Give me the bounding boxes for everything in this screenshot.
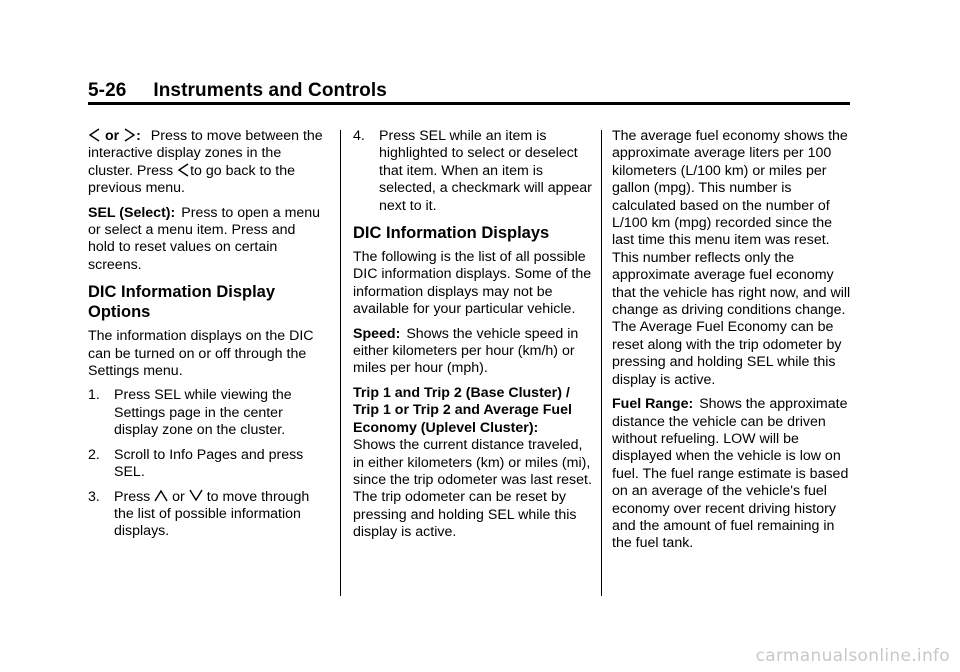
column-1 (88, 128, 326, 548)
fuel-range-text: Shows the approximate distance the vehicle can be driven without refueling. LOW will be displayed when the vehicle is low on fuel. The fuel range estimate is based on an average of the vehicle's fuel economy over recent driving history and the amount of fuel remaining in the fuel tank. (612, 396, 849, 552)
options-intro: The information displays on the DIC can be turned on or off through the Settings menu. (88, 328, 314, 380)
chevron-left-icon (177, 163, 190, 177)
section-heading-options: DIC Information Display Options (88, 283, 276, 322)
step-text: or (172, 488, 185, 505)
watermark: carmanualsonline.info (755, 646, 950, 666)
step-text: Press SEL while an item is highlighted to select or deselect that item. When an item is selected, a checkmark will appear next to it. (379, 128, 592, 214)
step-number: 4. (353, 128, 365, 144)
section-heading-displays: DIC Information Displays (353, 224, 550, 243)
chevron-down-icon (189, 489, 203, 502)
step-text: Press SEL while viewing the Settings page in the center display zone on the cluster. (114, 387, 292, 439)
list-item (88, 489, 326, 541)
column-divider (601, 130, 602, 596)
step-text: Press (114, 488, 151, 505)
trip-text: Shows the current distance traveled, in either kilometers (km) or miles (mi), since the trip odometer was last reset. The trip odometer can be reset by pressing and holding SEL while this display is active. (353, 437, 592, 541)
sel-term: SEL (Select): (88, 204, 176, 221)
speed-paragraph (353, 326, 593, 378)
or-text: or (104, 128, 120, 144)
step-text: to move through the list of possible information displays. (114, 488, 310, 540)
step-number: 3. (88, 488, 100, 505)
column-2 (353, 128, 593, 549)
speed-term: Speed: (353, 325, 401, 342)
step-text: Scroll to Info Pages and press SEL. (114, 446, 304, 481)
sel-text: Press to open a menu or select a menu item. Press and hold to reset values on certain screens. (88, 204, 321, 273)
chevron-up-icon (154, 489, 168, 502)
colon-text: : (136, 128, 141, 144)
list-item (353, 128, 593, 215)
trip-term: Trip 1 and Trip 2 (Base Cluster) / Trip 1 or Trip 2 and Average Fuel Economy (Uplevel Cluster): (353, 384, 572, 436)
list-item (88, 447, 326, 482)
sel-paragraph (88, 205, 326, 275)
page-title: 5-26 Instruments and Controls (88, 80, 387, 101)
displays-intro: The following is the list of all possible DIC information displays. Some of the information displays may not be available for your particular vehicle. (353, 249, 592, 318)
nav-buttons-paragraph (88, 128, 326, 198)
header-rule (88, 102, 850, 105)
fuel-range-paragraph (612, 396, 856, 553)
chevron-left-icon (88, 128, 101, 142)
trip-paragraph (353, 385, 593, 542)
speed-text: Shows the vehicle speed in either kilometers per hour (km/h) or miles per hour (mph). (353, 325, 579, 377)
list-item (88, 387, 326, 439)
column-3 (612, 128, 856, 560)
nav-buttons-text: Press to move between the interactive display zones in the cluster. Press (88, 128, 323, 179)
average-fuel-economy-paragraph: The average fuel economy shows the approximate average liters per 100 kilometers (L/100 km) or miles per gallon (mpg). This number is calculated based on the number of L/100 km (mpg) recorded since the last time this menu item was reset. This number reflects only the approximate average fuel economy that the vehicle has right now, and will change as driving conditions change. The Average Fuel Economy can be reset along with the trip odometer by pressing and holding SEL while this display is active. (612, 128, 851, 388)
chevron-right-icon (123, 128, 136, 142)
step-number: 2. (88, 446, 100, 463)
column-divider (340, 130, 341, 596)
step-number: 1. (88, 387, 100, 404)
nav-buttons-tail: to go back to the previous menu. (88, 162, 296, 197)
fuel-range-term: Fuel Range: (612, 396, 694, 413)
